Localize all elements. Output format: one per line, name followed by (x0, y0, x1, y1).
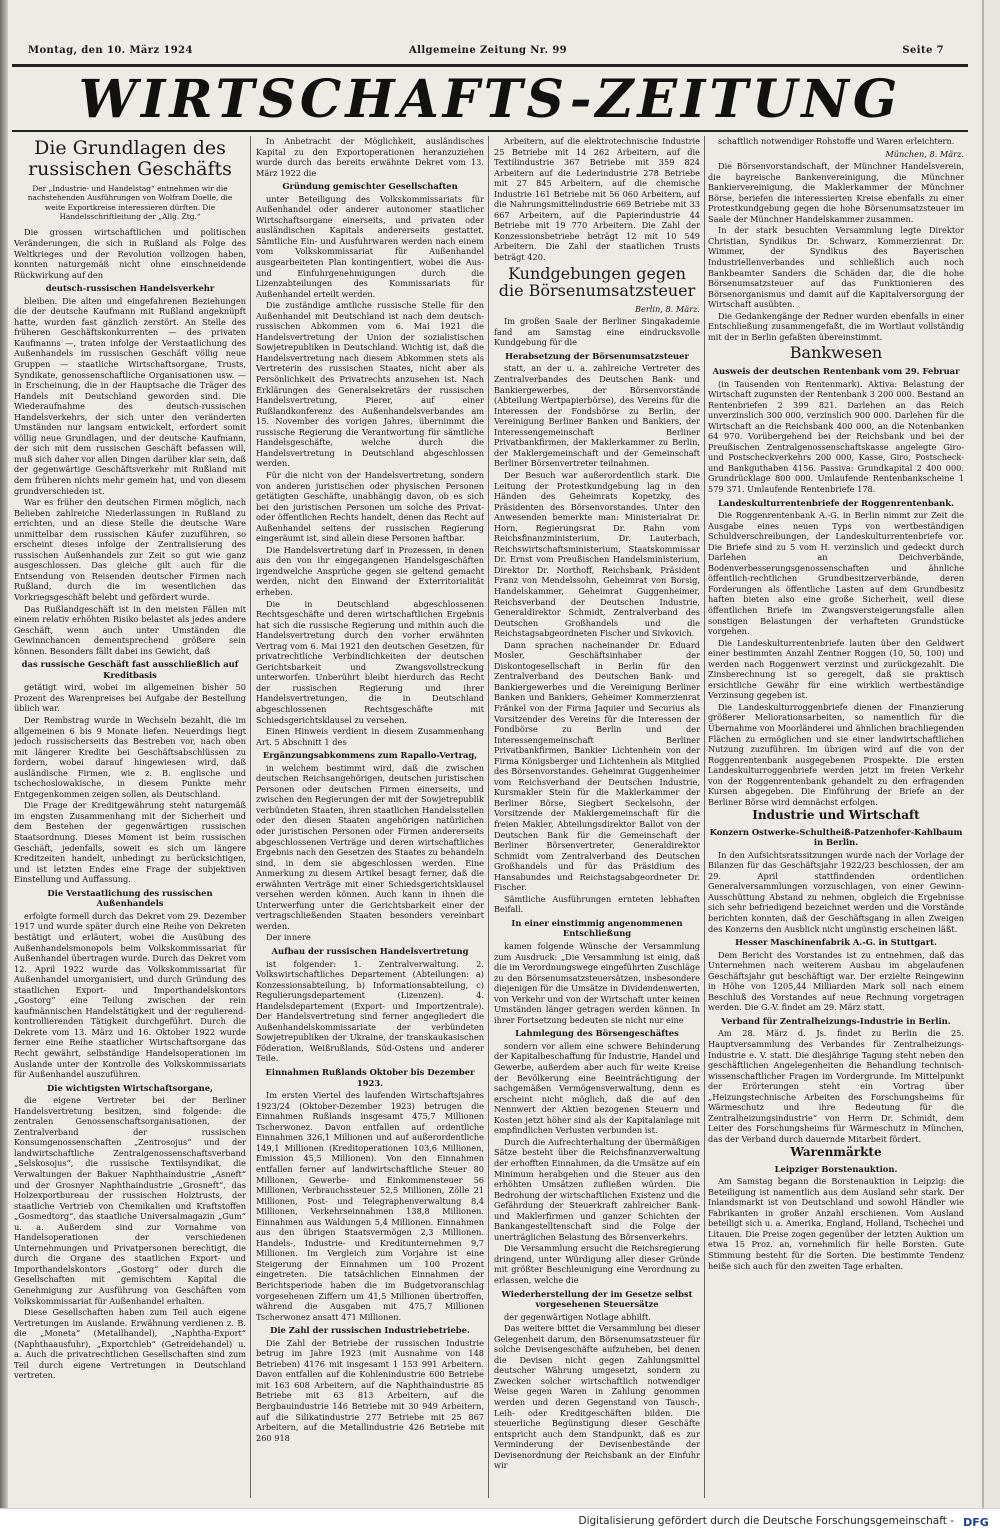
page-number: Seite 7 (902, 45, 944, 56)
column-1 (14, 136, 246, 1498)
subheading: Aufbau der russischen Handelsvertretung (271, 946, 469, 957)
subheading: Hesser Maschinenfabrik A.-G. in Stuttgart. (735, 937, 937, 948)
column-rule (250, 136, 251, 1498)
column-rule (704, 136, 705, 1498)
column-rule (488, 136, 489, 1498)
dfg-logo-text: DFG (963, 1516, 989, 1529)
article-intro: Der „Industrie- und Handelstag“ entnehmen wir die nachstehenden Ausführungen von Wolfram Doelle, die weite Exportkreise interessieren dürften. Die Handelsschriftleitung der „Allg. Ztg.“ (27, 183, 233, 221)
paragraph: Die zuständige amtliche russische Stelle für den Außenhandel mit Deutschland ist nach dem deutsch-russischen Abkommen vom 6. Mai 1921 die Handelsvertretung der Union der sozialistischen Sowjetrepubliken in Deutschland. Wichtig ist, daß die Handelsvertretung nach diesem Abkommen stets als Vertreterin des russischen Staates, nicht aber als Persönlichkeit des Privatrechts anzusehen ist. Nach Erklärungen des Generalsekretärs der russischen Handelsvertretung, Pierer, auf einer Rußlandkonferenz des Außenhandelsverbandes am 15. November des vorigen Jahres, übernimmt die russische Regierung die Verantwortung für sämtliche Handelsgeschäfte, welche durch die Handelsvertretung in Deutschland abgeschlossen werden. (256, 300, 484, 469)
paragraph: Die Landeskulturroggenbriefe dienen der Finanzierung größerer Meliorationsarbeiten, so namentlich für die Übernahme von Moorländerei und ähnlichen brachliegenden Flächen zu ermöglichen und sie einer landwirtschaftlichen Nutzung zuzuführen. Im übrigen wird auf die von der Roggenrentenbank ausgegebenen Prospekte. Die ersten Landeskulturroggenbriefe werden jetzt im freien Verkehr von der Roggenrentenbank gehandelt zu den erfragenden Kursen abgegeben. Die Einführung der Briefe an der Berliner Börse wird demnächst erfolgen. (708, 701, 964, 807)
paragraph: bleiben. Die alten und eingefahrenen Beziehungen die der deutsche Kaufmann mit Rußland angeknüpft hatte, wurden fast gänzlich zerstört. An Stelle des früheren Geschäftskonkurrenten — des privaten Kaufmanns —, traten infolge der Verstaatlichung des Außenhandels im russischen Geschäft völlig neue Gruppen — staatliche Wirtschaftsorgane, Trusts, Syndikate, genossenschaftliche Organisationen usw. — in Erscheinung, die in der Hauptsache die Träger des Handels mit Deutschland geworden sind. Die Wiederaufnahme des deutsch-russischen Handelsverkehrs, der sich unter den veränderten Umständen nur langsam entwickelt, erfordert somit völlig neue Grundlagen, und der deutsche Kaufmann, der sich mit dem russischen Geschäft befassen will, muß sich daher vor allen Dingen darüber klar sein, daß der gegenwärtige Geschäftsverkehr mit Rußland mit dem früheren nichts mehr gemein hat, und von diesem grundverschieden ist. (14, 295, 246, 496)
subheading: Leipziger Borstenauktion. (774, 1163, 898, 1174)
masthead-rule (12, 130, 968, 132)
paragraph: sondern vor allem eine schwere Behinderung der Kapitalbeschaffung für Industrie, Handel und Gewerbe, außerdem aber auch für weite Kreise der Bevölkerung eine Beeinträchtigung der sachgemäßen Vermögensverwaltung, denn es erscheint nicht möglich, daß die auf den Nennwert der Aktien bezogenen Steuern und Kosten jetzt höher sind als der Kapitalanlage mit empfindlichen Verlusten verbunden ist. (494, 1040, 700, 1136)
paragraph: Die Roggenrentenbank A.-G. in Berlin nimmt zur Zeit die Ausgabe eines neuen Typs von wertbeständigen Schuldverschreibungen, der Landeskulturrentenbriefe vor. Die Briefe sind zu 5 vom H. verzinslich und gedeckt durch Darlehen an Deichverbände, Bodenverbesserungsgenossenschaften und ähnliche öffentlich-rechtlichen Grundbesitzerverbände, deren Forderungen als öffentliche Lasten auf dem Grundbesitz haften bieten also eine große Sicherheit, weil diese öffentlichen Briefe im Zwangsversteigerungsfalle allen sonstigen Belastungen der verhafteten Grundstücke vorgehen. (708, 510, 964, 637)
paragraph: Im großen Saale der Berliner Singakademie fand am Samstag eine eindrucksvolle Kundgebung für die (494, 316, 700, 348)
subheading: In einer einstimmig angenommenen Entschließung (511, 917, 683, 939)
paragraph: Für die nicht von der Handelsvertretung, sondern von anderen juristischen oder physischen Personen getätigten Geschäfte, unabhängig davon, ob es sich bei den juristischen Personen um solche des Privat- oder öffentlichen Rechts handelt, denen das Recht auf Außenhandel seitens der russischen Regierung eingeräumt ist, sind allein diese Personen haftbar. (256, 469, 484, 544)
paragraph: Die Handelsvertretung darf in Prozessen, in denen aus den von ihr eingegangenen Handelsgeschäften irgendwelche Ansprüche gegen sie geltend gemacht werden, nicht den Einwand der Exterritorialität erheben. (256, 544, 484, 597)
section-title-warenmaerkte: Warenmärkte (790, 1145, 882, 1160)
paragraph: Der innere (266, 932, 311, 943)
column-2 (256, 136, 484, 1498)
digitization-footer (0, 1508, 1000, 1533)
section-masthead: WIRTSCHAFTS-ZEITUNG (78, 69, 902, 130)
subheading: Ergänzungsabkommens zum Rapallo-Vertrag, (262, 750, 478, 761)
paragraph: In den Aufsichtsratssitzungen wurde nach der Vorlage der Bilanzen für das Geschäftsjahr 1922/23 beschlossen, der am 29. April stattfindenden ordentlichen Generalversammlungen vorzuschlagen, von einer Gewinn-Ausschüttung Abstand zu nehmen, obgleich die Ergebnisse sich sehr befriedigend bezeichnet werden und die Vorstände berichten konnten, daß der Geschäftsgang in allen Zweigen des Konzerns den Ausblick nicht ungünstig erscheinen läßt. (708, 849, 964, 934)
dateline: Berlin, 8. März. (634, 303, 700, 314)
column-3 (494, 136, 700, 1498)
subheading: Landeskulturrentenbriefe der Roggenrentenbank. (718, 497, 954, 508)
dateline: München, 8. März. (885, 148, 964, 159)
newspaper-name: Allgemeine Zeitung Nr. 99 (409, 45, 568, 56)
top-rule (12, 64, 968, 67)
paragraph: Einen Hinweis verdient in diesem Zusammenhang Art. 5 Abschnitt 1 des (256, 726, 484, 747)
paragraph: Die Landeskulturrentenbriefe lauten über den Geldwert einer bestimmten Anzahl Zentner Roggen (10, 50, 100) und werden nach Roggenwert verzinst und zurückgezahlt. Die Zinsberechnung ist so geregelt, daß sie praktisch ersichtliche Gewähr für eine wirklich wertbeständige Verzinsung gegeben ist. (708, 637, 964, 701)
article-title: Die Grundlagen des russischen Geschäfts (28, 137, 232, 180)
paragraph: Sämtliche Ausführungen ernteten lebhaften Beifall. (494, 893, 700, 915)
subheading: Herabsetzung der Börsenumsatzsteuer (505, 350, 689, 361)
dfg-logo (960, 1515, 992, 1529)
paragraph: Der Besuch war außerordentlich stark. Die Leitung der Protestkundgebung lag in den Händen des Geheimrats Kopetzky, des Präsidenten des Börsenvorstandes. Unter den Anwesenden bemerkte man: Ministerialrat Dr. Horn, Regierungsrat Dr. Rahn vom Reichsfinanzministerium, Dr. Lauterbach, Reichswirtschaftsministerium, Staatskommissar Dr. Ernst vom Preußischen Handelsministerium, Direktor Dr. Northoff, Reichsbank, Präsident Franz von Mendelssohn, Geheimrat von Borsig, Handelskammer, Geheimrat Guggenheimer, Reichsverband der Deutschen Industrie, Generaldirektor Schmidt, Zentralverband des Deutschen Großhandels und die Reichstagsabgeordneten Fischer und Sivkovich. (494, 469, 700, 639)
paragraph: Dann sprachen nacheinander Dr. Eduard Mosler, Geschäftsinhaber der Diskontogesellschaft in Berlin für den Zentralverband des Deutschen Bank- und Bankiergewerbes und die Vereinigung Berliner Banken und Bankiers, Geheimer Kommerzienrat Fränkel von der Firma Jaquier und Securius als Vorsitzender des Vereins für die Interessen der Fondbörse zu Berlin und der Interessengemeinschaft Berliner Privatbankfirmen, Bankier Lichtenhein von der Firma Königsberger und Lichtenhein als Mitglied des Börsenvorstandes. Geheimrat Guggenheimer vom Reichsverband der Deutschen Industrie, Kursmakler Stein für die Maklerkammer der Berliner Börse, Siegbert Seckelsohn, der Vorsitzende der Maklergemeinschaft für die freien Makler, Abteilungsdirektor Ballot von der Deutschen Bank für die Gemeinschaft der Berliner Börsenvertreter, Generaldirektor Schmidt vom Zentralverband des Deutschen Großhandels und für das Präsidium des Hansabundes und Reichstagsabgeordneter Dr. Fischer. (494, 639, 700, 893)
paragraph: ist folgender: 1. Zentralverwaltung. 2. Volkswirtschaftliches Departement (Abteilungen: a) Konzessionsabteilung, b) Informationsabteilung, c) Regulierungsdepartement (Lizenzen). 4. Handelsdepartement (Export- und Importzentrale). Der Handelsvertretung sind ferner angegliedert die Außenhandelskommissariate der verbündeten Sowjetrepubliken der Ukraine, der transkaukasischen Föderation, Weißrußlands, Süd-Ostens und anderer Teile. (256, 958, 484, 1064)
paragraph: in welchem bestimmt wird, daß die zwischen deutschen Reichsangehörigen, deutschen juristischen Personen oder deutschen Firmen einerseits, und zwischen den Regierungen der mit der Sowjetrepublik verbündeten Staaten, ihren staatlichen Handelsstellen oder den diesen Staaten angehörigen natürlichen oder juristischen Personen oder Firmen andererseits abgeschlossenen Verträge und deren wirtschaftliches Ergebnis nach den Gesetzen des Staates zu behandeln sind, in dem sie abgeschlossen werden. Eine Anmerkung zu diesem Artikel besagt ferner, daß die erwähnten Verträge mit einer Schiedsgerichtsklausel versehen werden können. Auch kann in ihnen die Unterwerfung unter die Gerichtsbarkeit einer der vertragschließenden Staaten besonders vereinbart werden. (256, 762, 484, 931)
paragraph: Die Versammlung ersucht die Reichsregierung dringend, unter Würdigung aller dieser Gründe mit größter Beschleunigung eine Verordnung zu erlassen, welche die (494, 1243, 700, 1285)
paragraph: Das weitere bittet die Versammlung bei dieser Gelegenheit darum, den Börsenumsatzsteuer für solche Devisengeschäfte aufzuheben, bei denen die Devisen nicht gegen Zahlungsmittel deutscher Währung umgesetzt, sondern zu Zwecken solcher wirtschaftlich notwendiger Weise gegen Waren in Zahlung genommen werden und deren Gegenstand von Tausch-, Leih- oder Kreditgeschäften bilden. Die steuerliche Begünstigung dieser Geschäfte entspricht auch dem Standpunkt, daß es zur Verminderung der Devisenbestände der Devisenordnung der Reichsbank an der Einfuhr wir (494, 1323, 700, 1471)
subheading: Die Verstaatlichung des russischen Außenhandels (47, 887, 213, 909)
paragraph: schaftlich notwendiger Rohstoffe und Waren erleichtern. (718, 136, 955, 146)
paragraph: Das Rußlandgeschäft ist in den meisten Fällen mit einem relativ erhöhten Risiko belastet als jedes andere Geschäft, wenn auch unter Umständen die Gewinnchancen dementsprechend größere sein können. Besonders fällt dabei ins Gewicht, daß (14, 603, 246, 656)
paragraph: Die grossen wirtschaftlichen und politischen Veränderungen, die sich in Rußland als Folge des Weltkrieges und der Revolution vollzogen haben, konnten naturgemäß nicht ohne einschneidende Rückwirkung auf den (14, 227, 246, 280)
paragraph: Durch die Aufrechterhaltung der übermäßigen Sätze besteht über die Reichsfinanzverwaltung der erhofften Einnahmen, da die Umsätze auf ein Minimum herabgehen und die Steuer aus den erhöhten Umsätzen zufließen würden. Die Bedrohung der wirtschaftlichen Existenz und die Gefährdung der Steuerkraft zahlreicher Bank- und Maklerfirmen und ganzer Schichten der Bankangestelltenschaft sind die Folge der unerträglichen Belastung des Börsenverkehrs. (494, 1136, 700, 1242)
column-4 (708, 136, 964, 1498)
running-head (14, 45, 964, 61)
paragraph: Am 28. März d. Js. findet zu Berlin die 25. Hauptversammlung des Verbandes für Zentralheizungs-Industrie e. V. statt. Die diesjährige Tagung steht neben den geschäftlichen Angelegenheiten die Behandlung technisch-wissenschaftlicher Fragen im Vordergrunde. Im Mittelpunkt der Erörterungen steht ein Vortrag über „Heizungstechnische Arbeiten des Forschungsheims für Wärmeschutz und ihre Bedeutung für die Zentralheizungsindustrie“ von Herrn Dr. Schmidt, dem Leiter des Forschungsheims für Wärmeschutz in München, das der Verband durch dauernde Mitarbeit fördert. (708, 1028, 964, 1144)
paragraph: Die Zahl der Betriebe der russischen Industrie betrug im Jahre 1923 (mit Ausnahme von 148 Betrieben) 4176 mit insgesamt 1 153 991 Arbeitern. Davon entfallen auf die Kohlenindustrie 600 Betriebe mit 163 608 Arbeitern, auf die Naphthaindustrie 85 Betriebe mit 63 813 Arbeitern, auf die Bergbauindustrie 146 Betriebe mit 30 949 Arbeitern, auf die Silikatindustrie 277 Betriebe mit 25 867 Arbeitern, auf die Metallindustrie 426 Betriebe mit 260 918 (256, 1337, 484, 1443)
paragraph: Dem Bericht des Vorstandes ist zu entnehmen, daß das Unternehmen nach weiterem Ausbau im abgelaufenen Geschäftsjahr gut beschäftigt war. Der erzielte Reingewinn in Höhe von 1205,44 Milliarden Mark soll nach einem Beschluß des Vorstandes auf neue Rechnung vorgetragen werden. Die G.-V. findet am 29. März statt. (708, 949, 964, 1013)
funding-credit: Digitalisierung gefördert durch die Deutsche Forschungsgemeinschaft - (578, 1515, 954, 1527)
paragraph: Die in Deutschland abgeschlossenen Rechtsgeschäfte und deren wirtschaftlichen Ergebnis hat sich die russische Regierung und mithin auch die Handelsvertretung durch den vorher erwähnten Vertrag vom 6. Mai 1921 den deutschen Gesetzen, für privatrechtliche Verbindlichkeiten der deutschen Gerichtsbarkeit und Zwangsvollstreckung unterworfen. Unberührt bleibt hierdurch das Recht der russischen Regierung und ihrer Handelsvertretungen, die in Deutschland abgeschlossenen Rechtsgeschäfte mit Schiedsgerichtsklausel zu versehen. (256, 598, 484, 725)
paragraph: Die Gedankengänge der Redner wurden ebenfalls in einer Entschließung zusammengefaßt, die im Wortlaut vollständig mit der in Berlin gefaßten übereinstimmt. (708, 310, 964, 342)
paragraph: In der stark besuchten Versammlung legte Direktor Christian, Syndikus Dr. Schwarz, Kommerzienrat Dr. Wimmer, der Syndikus des Bayerischen Industriellenverbandes und schließlich auch noch Bankbeamter Sanders die Schäden dar, die die hohe Börsenumsatzsteuer auf das Funktionieren des Börsenorganismus und damit auf die Kapitalversorgung der Wirtschaft ausübten. (708, 225, 964, 310)
subheading: Lahmlegung des Börsengeschäftes (515, 1028, 679, 1039)
paragraph: erfolgte formell durch das Dekret vom 29. Dezember 1917 und wurde später durch eine Reihe von Dekreten bestätigt und erläutert, wobei die Ausübung des Außenhandelsmonopols beim Volkskommissariat für Außenhandel übertragen wurde. Durch das Dekret vom 12. April 1922 wurde das Volkskommissariat für Außenhandel umorganisiert, und durch Gründung des staatlichen Export- und Importhandelskontors „Gostorg“ eine Teilung zwischen der rein kaufmännischen Handelstätigkeit und der regulierend-kontrollierenden Tätigkeit durchgeführt. Durch die Dekrete vom 13. März und 16. Oktober 1922 wurde ferner eine Reihe staatlicher Wirtschaftsorgane das Recht gewährt, selbständige Handelsoperationen im Auslande unter der Kontrolle des Volkskommissariats für Außenhandel auszuführen. (14, 910, 246, 1080)
paragraph: getätigt wird, wobei im allgemeinen bisher 50 Prozent des Warenpreises bei Aufgabe der Bestellung üblich war. (14, 682, 246, 714)
article-title: Kundgebungen gegen die Börsenumsatzsteuer (498, 263, 696, 301)
paragraph: Im ersten Viertel des laufenden Wirtschaftsjahres 1923/24 (Oktober-Dezember 1923) betrugen die Einnahmen Rußlands insgesamt 475,7 Millionen Tscherwonez. Davon entfallen auf ordentliche Einnahmen 326,1 Millionen und auf außerordentliche 149,1 Millionen (Kreditoperationen 103,6 Millionen, Emission 45,5 Millionen). Von den Einnahmen entfallen ferner auf landwirtschaftliche Steuer 80 Millionen, Gewerbe- und Einkommensteuer 56 Millionen, Verbrauchssteuer 52,5 Millionen, Zölle 21 Millionen, Post- und Telegraphenverwaltung 8,4 Millionen, Verkehrseinnahmen 138,8 Millionen. Einnahmen aus Waldungen 5,4 Millionen. Einnahmen aus den übrigen Staatsvermögen 2,3 Millionen. Handels-, Industrie- und Kreditunternehmen 9,7 Millionen. Im Vergleich zum Vorjahre ist eine Steigerung der Einnahmen um 100 Prozent eingetreten. Die tatsächlichen Einnahmen der Berichtsperiode haben die im Budgetvoranschlag vorgesehenen Ziffern um 41,5 Millionen übertroffen, während die Ausgaben mit 475,7 Millionen Tscherwonez ansatt 471 Millionen. (256, 1090, 484, 1322)
binding-edge (0, 0, 8, 1508)
subheading: das russische Geschäft fast ausschließlich auf Kreditbasis (21, 659, 239, 680)
subheading: Konzern Ostwerke-Schultheiß-Patzenhofer-Kahlbaum in Berlin. (709, 826, 963, 848)
section-title-industrie: Industrie und Wirtschaft (752, 808, 920, 823)
paragraph: Die Börsenvorstandschaft, der Münchner Handelsverein, die bayreische Bankenvereinigung, die Münchner Bankiervereinigung, die Maklerkammer der Münchner Börse, beriefen die interessierten Kreise ebenfalls zu einer Protestkundgebung gegen die hohe Börsenumsatzsteuer im Saale der Münchner Handelskammer zusammen. (708, 161, 964, 224)
subheading: Wiederherstellung der im Gesetze selbst vorgesehenen Steuersätze (501, 1288, 693, 1310)
paragraph: Diese Gesellschaften haben zum Teil auch eigene Vertretungen im Auslande. Erwähnung verdienen z. B. die „Moneta“ (Metallhandel), „Naphtha-Export“ (Naphthaausfuhr), „Exportchleb“ (Getreidehandel) u. a. Auch die privatrechtlichen Gesellschaften sind zum Teil durch eigene Vertretungen in Deutschland vertreten. (14, 1307, 246, 1381)
paragraph: statt, an der u. a. zahlreiche Vertreter des Zentralverbandes des Deutschen Bank- und Bankiergewerbes, der Börsenvorstände (Abteilung Wertpapierbörse), des Vereins für die Interessen der Fondsbörse zu Berlin, der Vereinigung Berliner Banken und Bankiers, der Interessengemeinschaft Berliner Privatbankfirmen, der Maklerkammer zu Berlin, der Maklergemeinschaft und der Gemeinschaft Berliner Börsenvertreter teilnahmen. (494, 363, 700, 469)
paragraph: Arbeitern, auf die elektrotechnische Industrie 25 Betriebe mit 14 262 Arbeitern, auf die Textilindustrie 367 Betriebe mit 359 824 Arbeitern auf die Lederindustrie 278 Betriebe mit 27 845 Arbeitern, auf die chemische Industrie 161 Betriebe mit 56 060 Arbeitern, auf die Nahrungsmittelindustrie 669 Betriebe mit 33 667 Arbeitern, auf die Papierindustrie 44 Betriebe mit 19 770 Arbeitern. Die Zahl der Konzessionsbetriebe beträgt 12 mit 10 549 Arbeitern. Die Zahl der staatlichen Trusts beträgt 420. (494, 136, 700, 263)
subheading: Die wichtigsten Wirtschaftsorgane, (47, 1082, 213, 1093)
paragraph: Der Rembstrag wurde in Wechseln bezahlt, die im allgemeinen 6 bis 9 Monate liefen. Neuerdings liegt jedoch russischerseits das Bestreben vor, nach oben mit längerer Kredite bei Geschäftsabschlüssen zu fordern, wobei darauf hingewiesen wird, daß ausländische Firmen, wie z. B. englische und tschechoslowakische, in diesem Punkte mehr Entgegenkommen zeigen sollen, als Deutschland. (14, 715, 246, 799)
subheading: Einnahmen Rußlands Oktober bis Dezember 1923. (265, 1067, 475, 1088)
issue-date: Montag, den 10. März 1924 (28, 45, 193, 56)
subheading: Gründung gemischter Gesellschaften (282, 181, 458, 192)
subheading: deutsch-russischen Handelsverkehr (45, 283, 215, 294)
paragraph: In Anbetracht der Möglichkeit, ausländisches Kapital zu den Exportoperationen heranzuziehen wurde durch das bereits erwähnte Dekret vom 13. März 1922 die (256, 136, 484, 178)
subheading: Ausweis der deutschen Rentenbank vom 29. Februar (712, 365, 960, 376)
paragraph: die eigene Vertreter bei der Berliner Handelsvertretung besitzen, sind folgende: die zentralen Genossenschaftsorganisationen, der Zentralverband der russischen Konsumgenossenschaften „Zentrosojus“ und der landwirtschaftliche Zentralgenossenschaftsverband „Selskosojus“, die russische Textilsyndikat, die Verwaltungen der Bakuer Naphthaindustrie „Asneft“ und der Grosnyer Naphthaindustrie „Grosneft“, das Holzexportbureau der russischen Holztrusts, der staatliche Vertrieb von Chemikalien und Kraftstoffen „Gosmedtorg“, das staatliche Universalmagazin „Gum“ u. a. Außerdem sind zur Vornahme von Handelsoperationen der verschiedenen Unternehmungen und Privatpersonen berechtigt, die durch die Organe des staatlichen Export- und Importhandelskontors „Gostorg“ oder durch die Gesellschaften mit gemischtem Kapital die Genehmigung zur Ausführung von Geschäften vom Volkskommissariat für Außenhandel erhalten. (14, 1095, 246, 1306)
paragraph: unter Beteiligung des Volkskommissariats für Außenhandel oder anderer autonomer staatlicher Wirtschaftsorgane einerseits, und privaten oder ausländischen Kapitals andererseits gestattet. Sämtliche Ein- und Ausfuhrwaren werden nach einem vom Volkskommissariat für Außenhandel ausgearbeiteten Plan kontingentiert, wobei die Aus- und Einfuhrgenehmigungen durch die Lizenzabteilungen des Kommissariats für Außenhandel erteilt werden. (256, 193, 484, 299)
paragraph: Am Samstag begann die Borstenauktion in Leipzig: die Beteiligung ist namentlich aus dem Ausland sehr stark. Der Inlandsmarkt ist von Deutschland und sowohl Händler wie Fabrikanten in großer Anzahl erschienen. Vom Ausland beteiligt sich u. a. Amerika, England, Holland, Tschechei und Litauen. Die Preise zogen gegenüber der letzten Auktion um etwa 15 Proz. an, vornehmlich für helle Borsten. Gute Stimmung besteht für die Sorten. Die bestimmte Tendenz heiße sich auch für den zweiten Tage erhalten. (708, 1176, 964, 1271)
paragraph: Die Frage der Kreditgewährung steht naturgemäß im engsten Zusammenhang mit der Sicherheit und dem Bestehen der gegenwärtigen russischen Staatsordnung. Dieses Moment ist beim russischen Geschäft, jedenfalls, soweit es sich um längere Kreditzeiten handelt, unbedingt zu berücksichtigen, und ist letzten Endes eine Frage der subjektiven Einstellung und Auffassung. (14, 800, 246, 885)
subheading: Die Zahl der russischen Industriebetriebe. (270, 1325, 470, 1336)
subheading: Verband für Zentralheizungs-Industrie in Berlin. (721, 1015, 951, 1026)
section-title-bankwesen: Bankwesen (789, 343, 883, 363)
paragraph: War es früher den deutschen Firmen möglich, nach Belieben zahlreiche Niederlassungen in Rußland zu errichten, und an diese Stelle die deutsche Ware unmittelbar dem russischen Käufer zuzuführen, so erscheint dieses infolge der Zentralisierung des russischen Außenhandels zur Zeit so gut wie ganz ausgeschlossen. Das gleiche gilt auch für die Entsendung von Reisenden deutscher Firmen nach Rußland, durch die im wesentlichen das Vorkriegsgeschäft belebt und gefördert wurde. (14, 497, 246, 602)
paragraph: der gegenwärtigen Notlage abhilft. (504, 1311, 651, 1322)
paragraph: (in Tausenden von Rentenmark). Aktiva: Belastung der Wirtschaft zugunsten der Rentenbank 3 200 000. Bestand an Rentenbriefen 2 399 821. Darlehen an das Reich unverzinslich 300 000, verzinslich 900 000. Darlehen für die Wirtschaft an die Reichsbank 400 000, an die Notenbanken 64 970. Vorübergehend bei der Reichsbank und bei der Preußischen Zentralgenossenschaftskasse angelegte Giro- und Postscheckverkehrs 200 000, Kasse, Giro, Postscheck- und Bankguthaben 4156. Passiva: Grundkapital 2 400 000. Grundrücklage 800 000. Umlaufende Rentenbankscheine 1 579 371. Umlaufende Rentenbriefe 178. (708, 378, 964, 494)
paragraph: kamen folgende Wünsche der Versammlung zum Ausdruck: „Die Versammlung ist einig, daß die im Verordnungswege eingeführten Zuschläge zu den Börsenumsatzsteuersätzen, insbesondere diejenigen für die Umsätze in Dividendenwerten, von Verkehr und von der Wirtschaft unter keinen Umständen länger getragen werden können. In ihrer Fortsetzung bedeuten sie nicht nur eine (494, 941, 700, 1025)
